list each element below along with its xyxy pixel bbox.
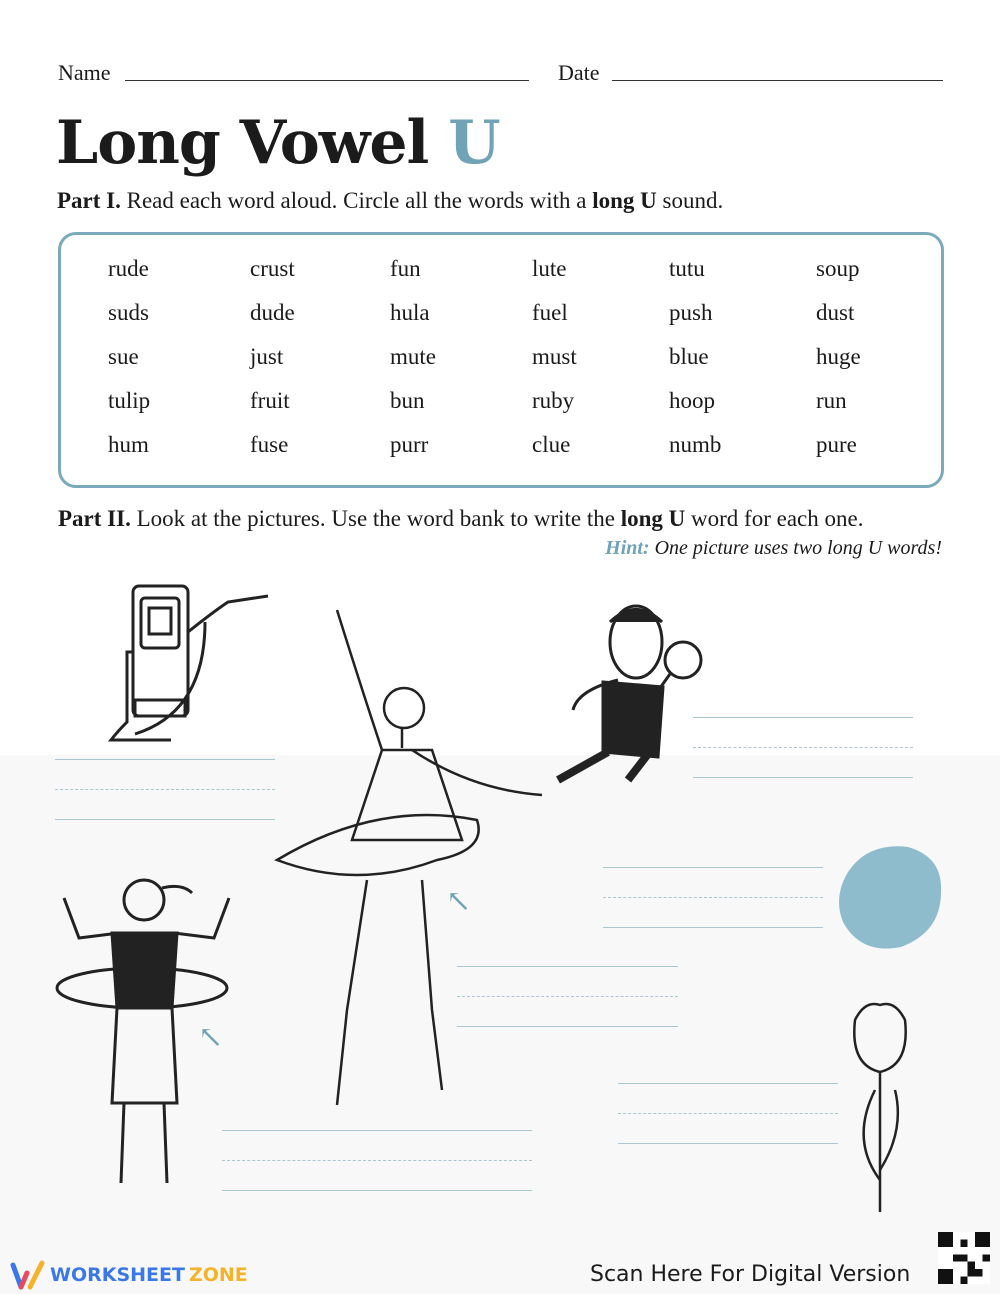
word-bank-word[interactable]: push [669, 300, 713, 325]
word-bank-word[interactable]: soup [816, 256, 860, 281]
tulip-picture [845, 1000, 915, 1218]
part1-instructions: Part I. Read each word aloud. Circle all the words with a long U sound. [57, 188, 724, 213]
word-bank-word[interactable]: fuel [532, 300, 568, 325]
word-bank-word[interactable]: hula [390, 300, 430, 325]
word-bank-word[interactable]: crust [250, 256, 295, 281]
word-bank-word[interactable]: fuse [250, 432, 289, 457]
name-field[interactable] [125, 80, 529, 81]
word-bank-word[interactable]: tutu [669, 256, 705, 281]
word-bank-word[interactable]: sue [108, 344, 139, 369]
word-bank-word[interactable]: run [816, 388, 847, 413]
answer-lines-fuel[interactable] [55, 759, 275, 849]
word-bank-word[interactable]: just [250, 344, 284, 369]
date-field[interactable] [612, 80, 943, 81]
word-bank-word[interactable]: must [532, 344, 577, 369]
page-title: Long Vowel U [56, 108, 500, 178]
blue-paint-picture [838, 842, 944, 954]
detective-picture [548, 602, 708, 784]
word-bank [58, 232, 944, 488]
hint: Hint: One picture uses two long U words! [605, 537, 942, 559]
word-bank-word[interactable]: blue [669, 344, 709, 369]
word-bank-word[interactable]: clue [532, 432, 571, 457]
word-bank-word[interactable]: dust [816, 300, 855, 325]
word-bank-word[interactable]: huge [816, 344, 861, 369]
worksheet-zone-logo: WORKSHEET ZONE [10, 1260, 248, 1290]
qr-code-icon[interactable] [938, 1232, 990, 1284]
answer-lines-tulip[interactable] [618, 1083, 838, 1173]
arrow-icon: ↖ [198, 1020, 224, 1055]
word-bank-word[interactable]: fruit [250, 388, 290, 413]
word-bank-word[interactable]: purr [390, 432, 429, 457]
word-bank-word[interactable]: suds [108, 300, 149, 325]
date-label: Date [558, 60, 600, 85]
fuel-pump-picture [105, 582, 280, 744]
logo-icon [10, 1260, 46, 1290]
word-bank-word[interactable]: lute [532, 256, 567, 281]
word-bank-word[interactable]: dude [250, 300, 295, 325]
arrow-icon: ↖ [446, 884, 472, 919]
ballerina-picture [272, 600, 552, 1115]
word-bank-word[interactable]: bun [390, 388, 425, 413]
name-label: Name [58, 60, 111, 85]
word-bank-word[interactable]: fun [390, 256, 421, 281]
word-bank-word[interactable]: rude [108, 256, 149, 281]
answer-lines-hula[interactable] [222, 1130, 532, 1220]
answer-lines-blue[interactable] [603, 867, 823, 957]
word-bank-word[interactable]: hoop [669, 388, 715, 413]
part2-instructions: Part II. Look at the pictures. Use the word bank to write the long U word for each one. [58, 506, 864, 531]
word-bank-word[interactable]: numb [669, 432, 722, 457]
scan-text: Scan Here For Digital Version [590, 1262, 911, 1287]
word-bank-word[interactable]: hum [108, 432, 149, 457]
word-bank-word[interactable]: pure [816, 432, 857, 457]
word-bank-word[interactable]: ruby [532, 388, 575, 413]
answer-lines-detective[interactable] [693, 717, 913, 807]
word-bank-word[interactable]: tulip [108, 388, 151, 413]
word-bank-word[interactable]: mute [390, 344, 436, 369]
